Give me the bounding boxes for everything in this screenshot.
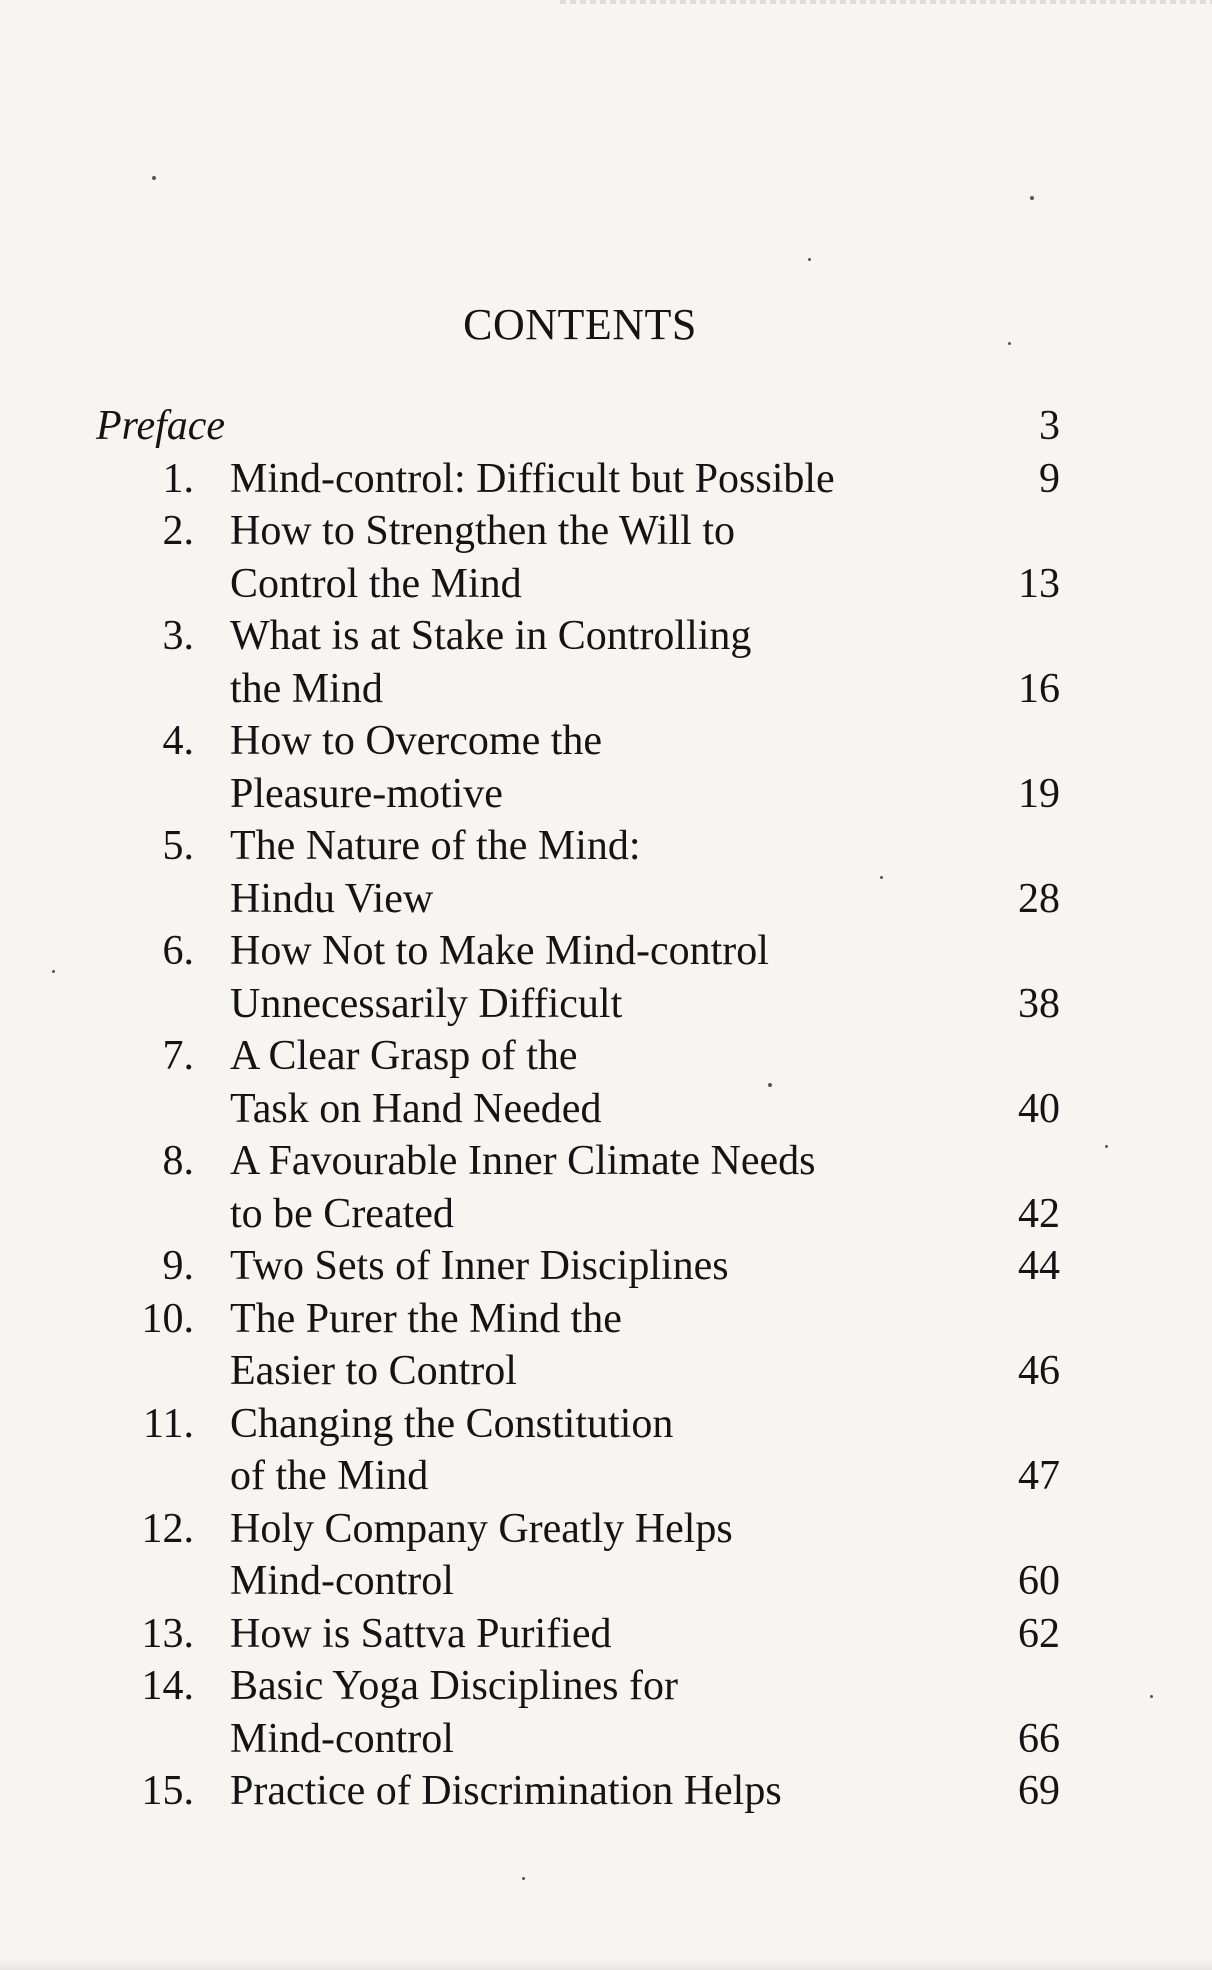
chapter-page-number: 19 xyxy=(1018,770,1060,817)
toc-entry xyxy=(0,610,1212,715)
chapter-number: 4. xyxy=(162,718,194,764)
scan-speck xyxy=(808,258,811,261)
chapter-title: Practice of Discrimination Helps xyxy=(230,1768,782,1814)
chapter-title: How is Sattva Purified xyxy=(230,1610,612,1657)
toc-entry xyxy=(0,820,1212,925)
toc-line xyxy=(0,1660,1212,1713)
chapter-title: What is at Stake in Controlling xyxy=(230,613,752,659)
toc-entry xyxy=(0,1765,1212,1818)
toc-line xyxy=(0,1083,1212,1136)
chapter-number: 8. xyxy=(162,1138,194,1184)
chapter-title: How to Strengthen the Will to xyxy=(230,508,735,554)
toc-entry xyxy=(0,453,1212,506)
toc-line xyxy=(0,400,1212,453)
toc-line xyxy=(0,978,1212,1031)
chapter-title-continued: Mind-control xyxy=(230,1558,454,1604)
toc-line xyxy=(0,1135,1212,1188)
toc-entry xyxy=(0,715,1212,820)
chapter-page-number: 16 xyxy=(1018,665,1060,712)
chapter-title: A Clear Grasp of the xyxy=(230,1033,578,1079)
toc-entry xyxy=(0,505,1212,610)
toc-entry xyxy=(0,1293,1212,1398)
chapter-title-continued: Unnecessarily Difficult xyxy=(230,980,623,1027)
scan-speck xyxy=(1030,196,1034,200)
chapter-number: 1. xyxy=(162,455,194,502)
toc-entry xyxy=(0,925,1212,1030)
toc-line xyxy=(0,1240,1212,1293)
chapter-page-number: 44 xyxy=(1018,1243,1060,1289)
chapter-number: 11. xyxy=(143,1400,194,1447)
preface-title: Preface xyxy=(96,403,226,449)
chapter-title: Basic Yoga Disciplines for xyxy=(230,1663,678,1709)
toc-line xyxy=(0,925,1212,978)
chapter-title: How to Overcome the xyxy=(230,718,603,764)
chapter-number: 15. xyxy=(141,1768,194,1814)
chapter-title-continued: the Mind xyxy=(230,665,383,712)
chapter-number: 9. xyxy=(162,1243,194,1289)
toc-line xyxy=(0,1503,1212,1556)
toc-entry xyxy=(0,1135,1212,1240)
scan-edge-bottom xyxy=(0,1958,1212,1970)
chapter-title-continued: Mind-control xyxy=(230,1715,454,1762)
contents-heading: CONTENTS xyxy=(463,300,697,349)
toc-entry xyxy=(0,1503,1212,1608)
chapter-page-number: 38 xyxy=(1018,980,1060,1027)
toc-line xyxy=(0,820,1212,873)
chapter-number: 14. xyxy=(141,1663,194,1709)
toc-line xyxy=(0,715,1212,768)
toc-line xyxy=(0,558,1212,611)
chapter-number: 10. xyxy=(141,1295,194,1342)
table-of-contents xyxy=(0,400,1212,1818)
chapter-page-number: 9 xyxy=(1039,455,1060,502)
toc-line xyxy=(0,873,1212,926)
chapter-number: 12. xyxy=(141,1505,194,1552)
chapter-number: 2. xyxy=(162,508,194,554)
chapter-title: Changing the Constitution xyxy=(230,1400,674,1447)
toc-entry xyxy=(0,1608,1212,1661)
toc-line xyxy=(0,1188,1212,1241)
chapter-title-continued: of the Mind xyxy=(230,1453,429,1499)
chapter-title-continued: Control the Mind xyxy=(230,560,522,607)
chapter-title: Two Sets of Inner Disciplines xyxy=(230,1243,729,1289)
chapter-number: 13. xyxy=(141,1610,194,1657)
toc-entry xyxy=(0,1030,1212,1135)
chapter-title-continued: to be Created xyxy=(230,1190,454,1237)
chapter-number: 3. xyxy=(162,613,194,659)
toc-line xyxy=(0,1293,1212,1346)
toc-line xyxy=(0,1608,1212,1661)
chapter-title: How Not to Make Mind-control xyxy=(230,928,769,974)
chapter-title: Mind-control: Difficult but Possible xyxy=(230,455,835,502)
chapter-page-number: 69 xyxy=(1018,1768,1060,1814)
toc-line xyxy=(0,1030,1212,1083)
chapter-number: 5. xyxy=(162,823,194,869)
chapter-title: A Favourable Inner Climate Needs xyxy=(230,1138,816,1184)
toc-line xyxy=(0,1555,1212,1608)
chapter-page-number: 60 xyxy=(1018,1558,1060,1604)
toc-line xyxy=(0,1345,1212,1398)
chapter-page-number: 42 xyxy=(1018,1190,1060,1237)
chapter-page-number: 47 xyxy=(1018,1453,1060,1499)
chapter-page-number: 28 xyxy=(1018,875,1060,922)
chapter-page-number: 46 xyxy=(1018,1348,1060,1394)
toc-line xyxy=(0,610,1212,663)
toc-line xyxy=(0,768,1212,821)
chapter-title: The Purer the Mind the xyxy=(230,1295,622,1342)
preface-page-number: 3 xyxy=(1039,403,1060,449)
chapter-page-number: 40 xyxy=(1018,1085,1060,1132)
chapter-number: 7. xyxy=(162,1033,194,1079)
chapter-page-number: 62 xyxy=(1018,1610,1060,1657)
chapter-title-continued: Easier to Control xyxy=(230,1348,517,1394)
toc-line xyxy=(0,505,1212,558)
toc-entry-preface xyxy=(0,400,1212,453)
chapter-number: 6. xyxy=(162,928,194,974)
chapter-title: The Nature of the Mind: xyxy=(230,823,641,869)
toc-line xyxy=(0,453,1212,506)
toc-line xyxy=(0,1398,1212,1451)
chapter-title-continued: Pleasure-motive xyxy=(230,770,503,817)
toc-line xyxy=(0,1765,1212,1818)
toc-entry xyxy=(0,1398,1212,1503)
scan-speck xyxy=(152,176,156,180)
scan-edge-top xyxy=(560,0,1212,4)
toc-entry xyxy=(0,1240,1212,1293)
chapter-title-continued: Task on Hand Needed xyxy=(230,1085,602,1132)
chapter-page-number: 13 xyxy=(1018,560,1060,607)
chapter-page-number: 66 xyxy=(1018,1715,1060,1762)
scan-speck xyxy=(522,1877,525,1880)
toc-line xyxy=(0,663,1212,716)
toc-line xyxy=(0,1450,1212,1503)
chapter-title-continued: Hindu View xyxy=(230,875,434,922)
chapter-title: Holy Company Greatly Helps xyxy=(230,1505,733,1552)
toc-entry xyxy=(0,1660,1212,1765)
toc-line xyxy=(0,1713,1212,1766)
